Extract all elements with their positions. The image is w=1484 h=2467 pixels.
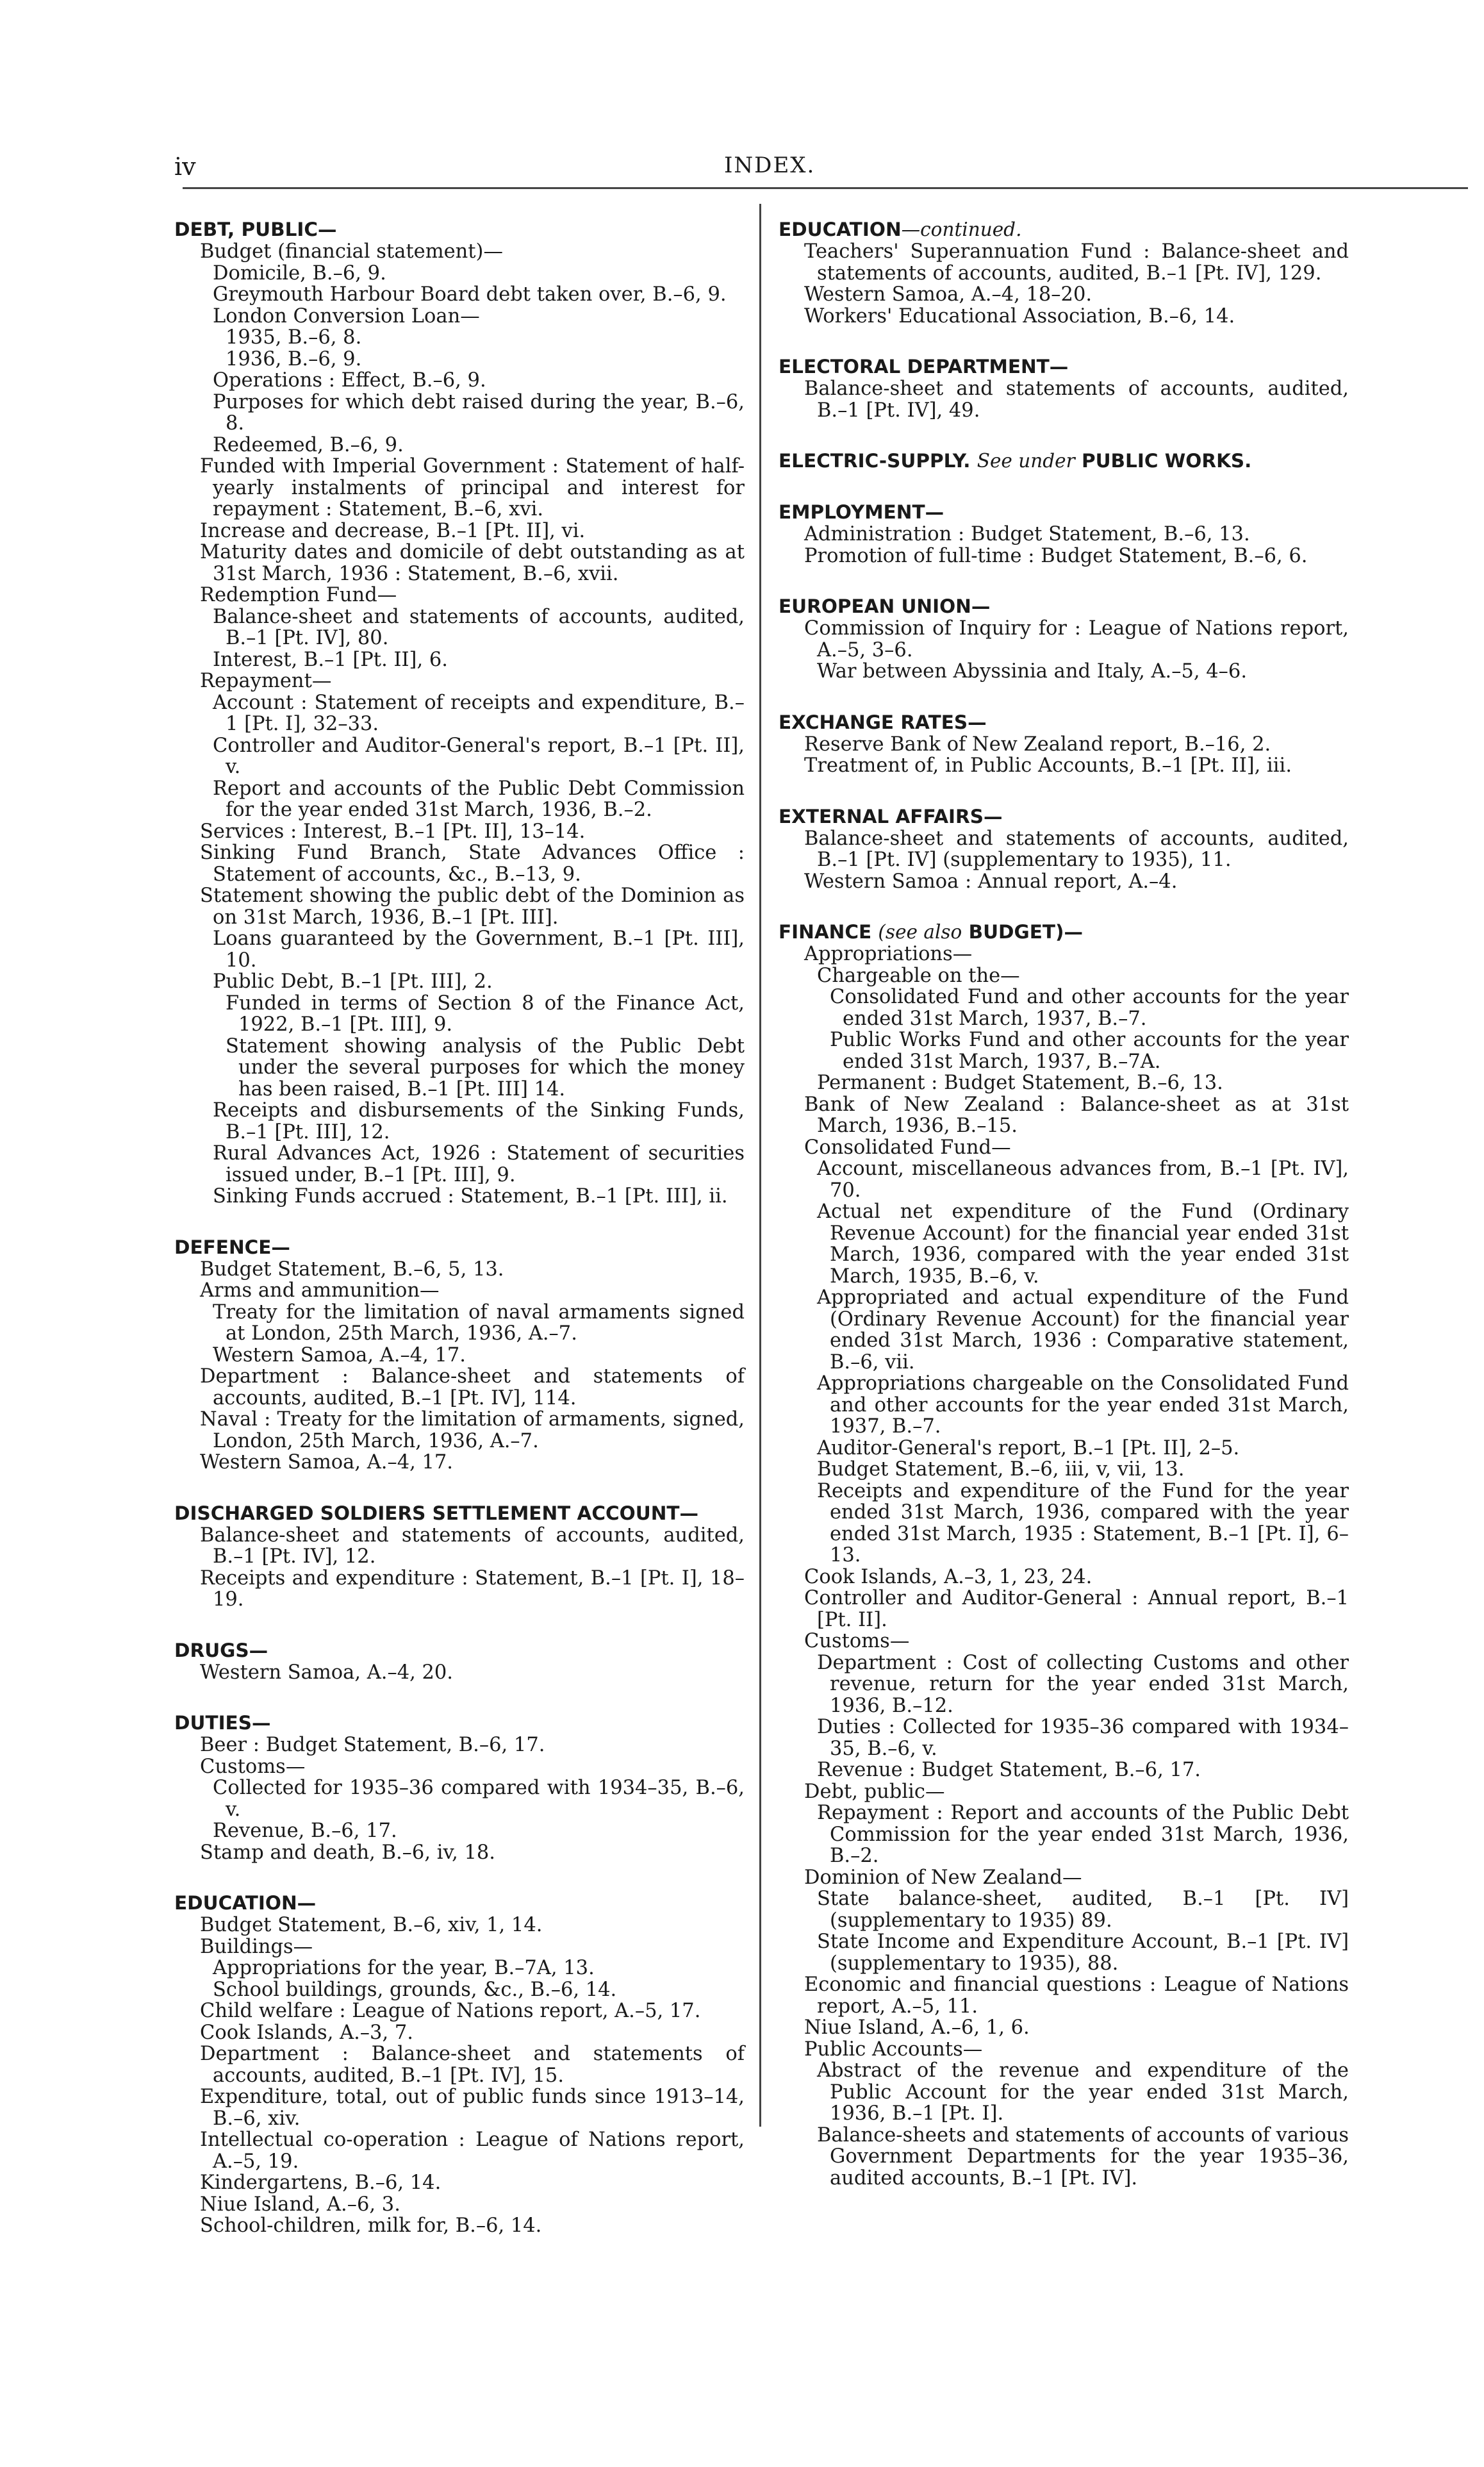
heading-text: EXTERNAL AFFAIRS— — [779, 805, 1003, 827]
index-subentry: Controller and Auditor-General : Annual report, B.–1 [Pt. II]. — [804, 1587, 1349, 1631]
index-entry-european-union — [779, 595, 1349, 683]
index-heading — [779, 501, 1349, 524]
index-entry-electric-supply — [779, 449, 1349, 472]
index-subentry: Balance-sheets and statements of accounts of various Government Departments for the year 1935–36, audited accounts, B.–1 [Pt. IV]. — [817, 2123, 1349, 2189]
index-subentry: Consolidated Fund and other accounts for the year ended 31st March, 1937, B.–7. — [830, 986, 1349, 1030]
index-heading — [174, 1711, 745, 1734]
index-subentry: Appropriations chargeable on the Consolidated Fund and other accounts for the year ended 31st March, 1937, B.–7. — [817, 1372, 1349, 1438]
index-subentry: Budget Statement, B.–6, xiv, 1, 14. — [200, 1914, 543, 1936]
index-heading — [779, 355, 1349, 378]
heading-text: EXCHANGE RATES— — [779, 711, 987, 733]
index-subentry: Administration : Budget Statement, B.–6, 13. — [804, 523, 1250, 545]
index-subentry: Budget Statement, B.–6, iii, v, vii, 13. — [817, 1458, 1185, 1481]
index-heading — [779, 920, 1349, 943]
index-entry-finance — [779, 920, 1349, 2189]
index-subentry: War between Abyssinia and Italy, A.–5, 4–6. — [817, 660, 1248, 683]
index-heading — [174, 1639, 745, 1662]
index-subentry: Chargeable on the— — [817, 964, 1020, 987]
index-column-left — [174, 218, 745, 2265]
index-subentry: Niue Island, A.–6, 3. — [200, 2193, 400, 2216]
heading-text: EDUCATION— — [174, 1892, 317, 1914]
index-entry-defence — [174, 1236, 745, 1474]
index-subentry: Department : Cost of collecting Customs and other revenue, return for the year ended 31st March, 1936, B.–12. — [817, 1651, 1349, 1717]
index-subentry: London Conversion Loan— — [213, 304, 480, 328]
index-entry-electoral-department — [779, 355, 1349, 421]
index-subentry: Dominion of New Zealand— — [804, 1866, 1082, 1889]
index-subentry: Teachers' Superannuation Fund : Balance-sheet and statements of accounts, audited, B.–1 [Pt. IV], 129. — [804, 240, 1349, 285]
index-subentry: Statement showing the public debt of the Dominion as on 31st March, 1936, B.–1 [Pt. III]. — [200, 885, 745, 929]
index-subentry: Permanent : Budget Statement, B.–6, 13. — [817, 1072, 1223, 1094]
index-subentry: Sinking Funds accrued : Statement, B.–1 [Pt. III], ii. — [213, 1185, 728, 1208]
index-subentry: Abstract of the revenue and expenditure of the Public Account for the year ended 31st March, 1936, B.–1 [Pt. I]. — [817, 2059, 1349, 2125]
index-subentry: Intellectual co-operation : League of Nations report, A.–5, 19. — [200, 2129, 745, 2173]
column-divider — [759, 204, 761, 2127]
index-subentry: Loans guaranteed by the Government, B.–1 [Pt. III], 10. — [213, 927, 745, 972]
index-heading — [174, 218, 745, 241]
index-heading — [779, 805, 1349, 828]
index-subentry: Account : Statement of receipts and expenditure, B.–1 [Pt. I], 32–33. — [213, 691, 745, 735]
index-subentry: Domicile, B.–6, 9. — [213, 262, 386, 285]
index-heading — [779, 595, 1349, 618]
page-number: iv — [174, 153, 196, 181]
index-subentry: Commission of Inquiry for : League of Nations report, A.–5, 3–6. — [804, 617, 1349, 661]
index-subentry: State balance-sheet, audited, B.–1 [Pt. IV] (supplementary to 1935) 89. — [817, 1888, 1349, 1932]
index-subentry: Customs— — [804, 1630, 910, 1652]
index-entry-employment — [779, 501, 1349, 567]
index-subentry: Duties : Collected for 1935–36 compared with 1934–35, B.–6, v. — [817, 1716, 1349, 1760]
index-subentry: Buildings— — [200, 1935, 313, 1958]
index-subentry: Statement showing analysis of the Public Debt under the several purposes for which the money has been raised, B.–1 [Pt. III] 14. — [226, 1034, 745, 1101]
index-subentry: Western Samoa, A.–4, 18–20. — [804, 283, 1092, 306]
index-subentry: Increase and decrease, B.–1 [Pt. II], vi. — [200, 519, 586, 542]
index-subentry: School buildings, grounds, &c., B.–6, 14. — [213, 1978, 617, 2001]
index-subentry: Balance-sheet and statements of accounts, audited, B.–1 [Pt. IV], 80. — [213, 605, 745, 649]
heading-text: DUTIES— — [174, 1712, 271, 1734]
index-subentry: Bank of New Zealand : Balance-sheet as at 31st March, 1936, B.–15. — [804, 1093, 1349, 1137]
heading-cross-reference: BUDGET)— — [968, 921, 1083, 943]
index-subentry: Department : Balance-sheet and statements of accounts, audited, B.–1 [Pt. IV], 114. — [200, 1365, 745, 1409]
heading-continued: —continued. — [901, 219, 1022, 240]
index-subentry: Arms and ammunition— — [200, 1279, 440, 1302]
index-entry-external-affairs — [779, 805, 1349, 893]
index-subentry: 1935, B.–6, 8. — [226, 326, 362, 349]
index-entry-discharged-soldiers-settlement-account — [174, 1502, 745, 1611]
index-subentry: Promotion of full-time : Budget Statement, B.–6, 6. — [804, 544, 1308, 567]
index-subentry: Western Samoa, A.–4, 20. — [200, 1661, 453, 1684]
index-subentry: Maturity dates and domicile of debt outstanding as at 31st March, 1936 : Statement, B.–6, xvii. — [200, 541, 745, 585]
index-heading — [779, 449, 1349, 472]
index-subentry: Western Samoa, A.–4, 17. — [213, 1343, 466, 1366]
index-subentry: Beer : Budget Statement, B.–6, 17. — [200, 1734, 545, 1756]
heading-text: ELECTRIC-SUPPLY. — [779, 450, 971, 472]
index-subentry: Receipts and expenditure of the Fund for the year ended 31st March, 1936, compared with the year ended 31st March, 1935 : Statement, B.–1 [Pt. I], 6–13. — [817, 1479, 1349, 1566]
index-entry-duties — [174, 1711, 745, 1863]
index-heading — [174, 1236, 745, 1259]
index-subentry: Rural Advances Act, 1926 : Statement of securities issued under, B.–1 [Pt. III], 9. — [213, 1142, 745, 1186]
heading-see-reference: See under — [977, 450, 1075, 472]
index-subentry: Greymouth Harbour Board debt taken over, B.–6, 9. — [213, 283, 727, 306]
heading-see-reference: (see also — [878, 921, 962, 943]
heading-cross-reference: PUBLIC WORKS. — [1081, 450, 1252, 472]
index-subentry: Sinking Fund Branch, State Advances Office : Statement of accounts, &c., B.–13, 9. — [200, 842, 745, 886]
index-subentry: Kindergartens, B.–6, 14. — [200, 2172, 441, 2194]
heading-text: EMPLOYMENT— — [779, 501, 944, 523]
index-subentry: Controller and Auditor-General's report, B.–1 [Pt. II], v. — [213, 734, 745, 778]
index-subentry: Interest, B.–1 [Pt. II], 6. — [213, 648, 448, 671]
index-subentry: Niue Island, A.–6, 1, 6. — [804, 2016, 1030, 2039]
index-subentry: Western Samoa : Annual report, A.–4. — [804, 870, 1178, 893]
index-subentry: Customs— — [200, 1755, 306, 1778]
index-subentry: Treatment of, in Public Accounts, B.–1 [Pt. II], iii. — [804, 754, 1292, 777]
index-subentry: Balance-sheet and statements of accounts, audited, B.–1 [Pt. IV], 49. — [804, 378, 1349, 422]
index-subentry: Appropriations for the year, B.–7A, 13. — [213, 1957, 595, 1979]
index-heading — [174, 1502, 745, 1525]
index-subentry: Naval : Treaty for the limitation of armaments, signed, London, 25th March, 1936, A.–7. — [200, 1408, 745, 1452]
index-subentry: Cook Islands, A.–3, 7. — [200, 2021, 413, 2044]
index-subentry: Revenue, B.–6, 17. — [213, 1820, 397, 1842]
index-subentry: Public Accounts— — [804, 2038, 983, 2061]
index-subentry: Purposes for which debt raised during the year, B.–6, 8. — [213, 390, 745, 435]
index-subentry: Account, miscellaneous advances from, B.–1 [Pt. IV], 70. — [817, 1158, 1349, 1202]
index-subentry: Balance-sheet and statements of accounts, audited, B.–1 [Pt. IV] (supplementary to 1935), 11. — [804, 827, 1349, 871]
index-subentry: Funded with Imperial Government : Statement of half-yearly instalments of principal and interest for repayment : Statement, B.–6, xvi. — [200, 455, 745, 520]
index-subentry: Receipts and disbursements of the Sinking Funds, B.–1 [Pt. III], 12. — [213, 1099, 745, 1143]
heading-text: DISCHARGED SOLDIERS SETTLEMENT ACCOUNT— — [174, 1502, 699, 1524]
index-subentry: Public Debt, B.–1 [Pt. III], 2. — [213, 970, 493, 993]
heading-text: FINANCE — [779, 921, 872, 943]
page-title: INDEX. — [724, 153, 816, 178]
index-heading — [779, 711, 1349, 734]
index-column-right — [779, 218, 1349, 2217]
index-entry-drugs — [174, 1639, 745, 1684]
index-subentry: Report and accounts of the Public Debt Commission for the year ended 31st March, 1936, B.–2. — [213, 777, 745, 821]
index-subentry: Appropriated and actual expenditure of the Fund (Ordinary Revenue Account) for the financial year ended 31st March, 1936 : Comparative statement, B.–6, vii. — [817, 1286, 1349, 1374]
index-subentry: Repayment : Report and accounts of the Public Debt Commission for the year ended 31st March, 1936, B.–2. — [817, 1802, 1349, 1867]
index-subentry: Appropriations— — [804, 943, 973, 965]
index-subentry: Department : Balance-sheet and statements of accounts, audited, B.–1 [Pt. IV], 15. — [200, 2043, 745, 2087]
index-subentry: Budget (financial statement)— — [200, 240, 503, 263]
header-rule — [183, 187, 1468, 189]
index-subentry: Debt, public— — [804, 1780, 945, 1803]
index-subentry: Funded in terms of Section 8 of the Finance Act, 1922, B.–1 [Pt. III], 9. — [226, 992, 745, 1036]
heading-text: DEBT, PUBLIC— — [174, 219, 337, 240]
index-subentry: Reserve Bank of New Zealand report, B.–16, 2. — [804, 733, 1271, 756]
index-entry-exchange-rates — [779, 711, 1349, 777]
index-subentry: Actual net expenditure of the Fund (Ordinary Revenue Account) for the financial year ended 31st March, 1936, compared with the year ended 31st March, 1935, B.–6, v. — [817, 1200, 1349, 1288]
index-subentry: Revenue : Budget Statement, B.–6, 17. — [817, 1759, 1201, 1781]
index-subentry: Stamp and death, B.–6, iv, 18. — [200, 1841, 495, 1864]
index-subentry: Consolidated Fund— — [804, 1136, 1011, 1159]
heading-text: EDUCATION — [779, 219, 902, 240]
index-subentry: Cook Islands, A.–3, 1, 23, 24. — [804, 1565, 1092, 1588]
index-subentry: Receipts and expenditure : Statement, B.–1 [Pt. I], 18–19. — [200, 1566, 745, 1611]
index-heading — [779, 218, 1349, 241]
index-subentry: Treaty for the limitation of naval armaments signed at London, 25th March, 1936, A.–7. — [213, 1300, 745, 1345]
index-subentry: Workers' Educational Association, B.–6, 14. — [804, 304, 1235, 328]
index-heading — [174, 1891, 745, 1915]
index-subentry: Repayment— — [200, 670, 332, 692]
index-entry-education — [779, 218, 1349, 327]
index-subentry: Budget Statement, B.–6, 5, 13. — [200, 1258, 504, 1281]
index-subentry: Western Samoa, A.–4, 17. — [200, 1451, 453, 1474]
index-subentry: Economic and financial questions : League of Nations report, A.–5, 11. — [804, 1973, 1349, 2018]
heading-text: DEFENCE— — [174, 1236, 290, 1258]
index-entry-debt-public — [174, 218, 745, 1208]
heading-text: EUROPEAN UNION— — [779, 595, 991, 617]
index-subentry: Operations : Effect, B.–6, 9. — [213, 369, 486, 392]
index-entry-education — [174, 1891, 745, 2237]
index-subentry: 1936, B.–6, 9. — [226, 347, 362, 370]
index-subentry: Balance-sheet and statements of accounts, audited, B.–1 [Pt. IV], 12. — [200, 1524, 745, 1568]
index-subentry: Collected for 1935–36 compared with 1934–35, B.–6, v. — [213, 1777, 745, 1821]
index-subentry: School-children, milk for, B.–6, 14. — [200, 2214, 542, 2237]
heading-text: DRUGS— — [174, 1639, 268, 1661]
index-subentry: Services : Interest, B.–1 [Pt. II], 13–14. — [200, 820, 586, 843]
index-subentry: Redemption Fund— — [200, 584, 397, 606]
index-subentry: Redeemed, B.–6, 9. — [213, 433, 404, 456]
index-subentry: State Income and Expenditure Account, B.–1 [Pt. IV] (supplementary to 1935), 88. — [817, 1931, 1349, 1975]
index-subentry: Child welfare : League of Nations report, A.–5, 17. — [200, 2000, 701, 2022]
index-subentry: Expenditure, total, out of public funds since 1913–14, B.–6, xiv. — [200, 2086, 745, 2130]
index-subentry: Public Works Fund and other accounts for the year ended 31st March, 1937, B.–7A. — [830, 1029, 1349, 1073]
heading-text: ELECTORAL DEPARTMENT— — [779, 356, 1069, 378]
index-subentry: Auditor-General's report, B.–1 [Pt. II], 2–5. — [817, 1436, 1240, 1459]
